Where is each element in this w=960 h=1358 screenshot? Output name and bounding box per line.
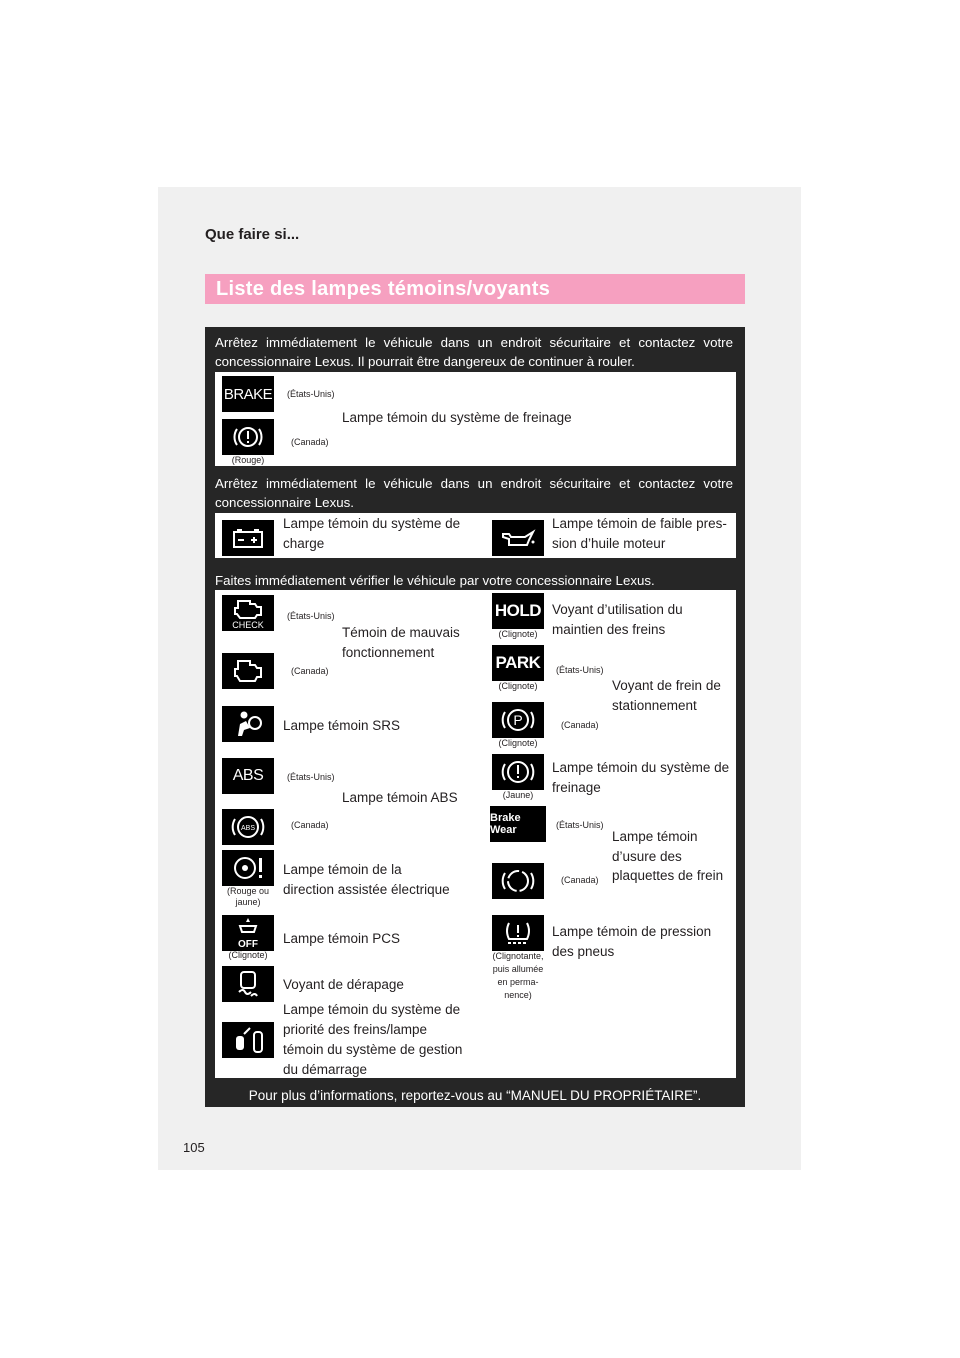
pad-wear-label-line: d’usure des bbox=[612, 849, 682, 864]
hold-label-line: maintien des freins bbox=[552, 622, 666, 637]
malfunction-label-line: Témoin de mauvais bbox=[342, 625, 460, 640]
region-label: (États-Unis) bbox=[556, 820, 604, 830]
tire-note-line: puis allumée bbox=[492, 964, 544, 974]
brake-override-label-line: Lampe témoin du système de bbox=[283, 1002, 461, 1017]
page-number: 105 bbox=[183, 1140, 205, 1155]
region-label: (Canada) bbox=[291, 820, 329, 830]
parking-label-line: Voyant de frein de bbox=[612, 678, 721, 693]
tire-pressure-label-line: des pneus bbox=[552, 944, 615, 959]
blink-note: (Clignote) bbox=[498, 738, 538, 748]
tire-note-line: (Clignotante, bbox=[492, 951, 544, 961]
footer-reference: Pour plus d’informations, reportez-vous au “MANUEL DU PROPRIÉTAIRE”. bbox=[248, 1088, 702, 1103]
pad-wear-label-line: Lampe témoin bbox=[612, 829, 698, 844]
oil-label-line: sion d’huile moteur bbox=[552, 536, 666, 551]
brake-override-label-line: témoin du système de gestion bbox=[283, 1042, 463, 1057]
tire-note-line: en perma- bbox=[497, 977, 539, 987]
section-banner bbox=[205, 274, 745, 304]
eps-label-line: Lampe témoin de la bbox=[283, 862, 402, 877]
brake-text-icon: BRAKE bbox=[222, 376, 274, 412]
hold-text-icon: HOLD bbox=[492, 593, 544, 629]
svg-text:P: P bbox=[513, 712, 523, 728]
color-note: (Rouge) bbox=[231, 455, 265, 465]
charge-label-line: charge bbox=[283, 536, 325, 551]
brake-pad-circle-icon bbox=[492, 863, 544, 899]
oil-label-line: Lampe témoin de faible pres- bbox=[552, 516, 727, 531]
brake-override-icon bbox=[222, 1022, 274, 1058]
brake-system-label-line: freinage bbox=[552, 780, 601, 795]
tire-note-line: nence) bbox=[504, 990, 532, 1000]
brake-exclamation-icon bbox=[222, 419, 274, 455]
tire-pressure-icon bbox=[492, 915, 544, 951]
svg-text:ABS: ABS bbox=[240, 825, 256, 832]
svg-text:OFF: OFF bbox=[238, 939, 258, 950]
check-engine-us-icon bbox=[222, 595, 274, 631]
blink-note: (Clignote) bbox=[498, 629, 538, 639]
section-title: Liste des lampes témoins/voyants bbox=[216, 278, 551, 300]
abs-text-icon: ABS bbox=[222, 758, 274, 794]
color-note: (Rouge ou bbox=[226, 886, 270, 896]
brake-override-label-line: du démarrage bbox=[283, 1062, 368, 1077]
abs-circle-icon bbox=[222, 809, 274, 845]
region-label: (Canada) bbox=[561, 720, 599, 730]
park-text-icon: PARK bbox=[492, 645, 544, 681]
color-note: (Jaune) bbox=[502, 790, 534, 800]
brake-system-label-line: Lampe témoin du système de bbox=[552, 760, 730, 775]
region-label: (Canada) bbox=[291, 437, 329, 447]
eps-label-line: direction assistée électrique bbox=[283, 882, 450, 897]
srs-airbag-icon bbox=[222, 706, 274, 742]
brake-override-label-line: priorité des freins/lampe bbox=[283, 1022, 428, 1037]
slip-label: Voyant de dérapage bbox=[283, 977, 404, 992]
brake-system-yellow-icon bbox=[492, 754, 544, 790]
page-header: Que faire si... bbox=[205, 226, 300, 243]
region-label: (Canada) bbox=[561, 875, 599, 885]
pad-wear-label-line: plaquettes de frein bbox=[612, 868, 724, 883]
check-engine-ca-icon bbox=[222, 653, 274, 689]
notice-check-dealer: Faites immédiatement vérifier le véhicule par votre concessionnaire Lexus. bbox=[215, 573, 655, 588]
tire-pressure-label-line: Lampe témoin de pression bbox=[552, 924, 712, 939]
slip-indicator-icon bbox=[222, 966, 274, 1002]
parking-p-circle-icon bbox=[492, 702, 544, 738]
region-label: (États-Unis) bbox=[287, 611, 335, 621]
charge-label-line: Lampe témoin du système de bbox=[283, 516, 461, 531]
oil-can-icon bbox=[492, 520, 544, 556]
battery-icon bbox=[222, 520, 274, 556]
notice-contact-dealer: Arrêtez immédiatement le véhicule dans un endroit sécuritaire et contactez votre concessionnaire Lexus. bbox=[215, 476, 733, 510]
region-label: (États-Unis) bbox=[556, 665, 604, 675]
region-label: (États-Unis) bbox=[287, 772, 335, 782]
region-label: (Canada) bbox=[291, 666, 329, 676]
srs-label: Lampe témoin SRS bbox=[283, 718, 401, 733]
eps-steering-icon bbox=[222, 850, 274, 886]
parking-label-line: stationnement bbox=[612, 698, 697, 713]
pcs-off-icon bbox=[222, 915, 274, 951]
abs-label: Lampe témoin ABS bbox=[342, 790, 458, 805]
brake-wear-text-icon: Brake Wear bbox=[490, 806, 546, 842]
notice-stop-danger: Arrêtez immédiatement le véhicule dans un endroit sécuritaire et contactez votre concessionnaire Lexus. Il pourrait être dangereux de continuer à rouler. bbox=[215, 335, 733, 369]
check-text: CHECK bbox=[232, 620, 264, 629]
brake-system-label: Lampe témoin du système de freinage bbox=[342, 410, 572, 425]
malfunction-label-line: fonctionnement bbox=[342, 645, 435, 660]
region-label: (États-Unis) bbox=[287, 389, 335, 399]
pcs-label: Lampe témoin PCS bbox=[283, 931, 401, 946]
color-note: jaune) bbox=[235, 897, 261, 907]
blink-note: (Clignote) bbox=[228, 950, 268, 960]
blink-note: (Clignote) bbox=[498, 681, 538, 691]
hold-label-line: Voyant d’utilisation du bbox=[552, 602, 683, 617]
